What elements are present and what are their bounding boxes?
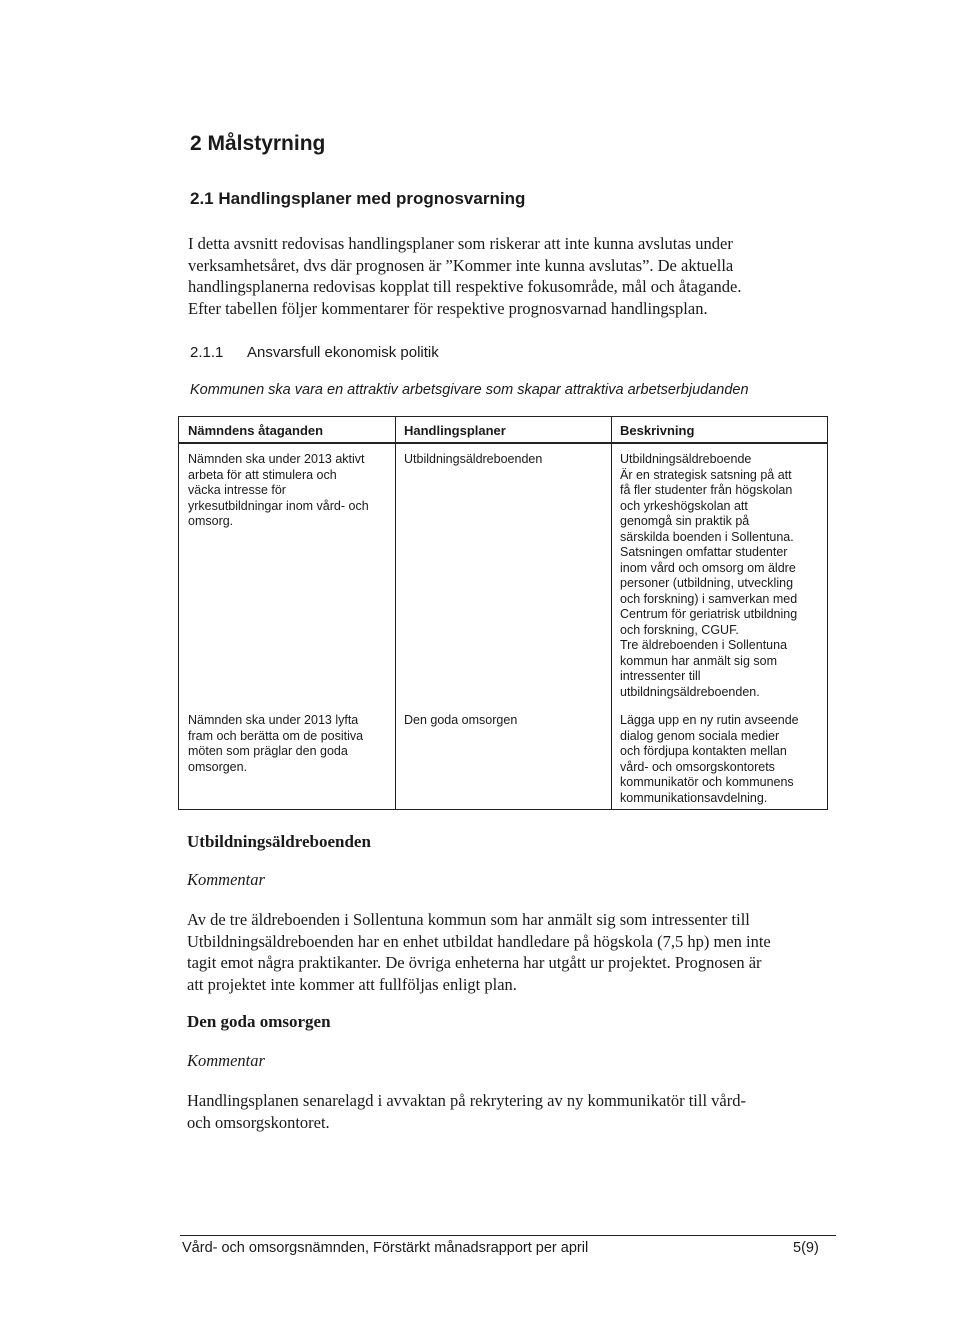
intro-line: handlingsplanerna redovisas kopplat till respektive fokusområde, mål och åtagande. [188, 277, 742, 296]
comment-label: Kommentar [187, 870, 265, 889]
subsubsection-heading [190, 344, 439, 361]
subsection-heading: 2.1 Handlingsplaner med prognosvarning [190, 189, 526, 208]
text-line: särskilda boenden i Sollentuna. [620, 529, 794, 544]
text-line: omsorgen. [188, 759, 248, 774]
intro-line: Efter tabellen följer kommentarer för respektive prognosvarnad handlingsplan. [188, 298, 708, 318]
text-line: Nämnden ska under 2013 aktivt [188, 452, 365, 466]
text-line: yrkesutbildningar inom vård- och [188, 498, 369, 513]
footer-title: Vård- och omsorgsnämnden, Förstärkt månadsrapport per april [182, 1240, 589, 1256]
text-line: att projektet inte kommer att fullföljas enligt plan. [187, 974, 517, 994]
text-line: Nämnden ska under 2013 lyfta [188, 713, 359, 727]
comment-title-goda-omsorgen: Den goda omsorgen [187, 1012, 331, 1031]
text-line: väcka intresse för [188, 483, 286, 497]
text-line: genomgå sin praktik på [620, 514, 750, 528]
action-plan-table [178, 416, 828, 810]
header-plans: Handlingsplaner [404, 423, 506, 438]
row1-commitment [188, 452, 369, 530]
text-line: Av de tre äldreboenden i Sollentuna kommun som har anmält sig som intressenter till [187, 910, 750, 929]
comment-title-utbildning: Utbildningsäldreboenden [187, 832, 371, 851]
subsubsection-number: 2.1.1 [190, 344, 224, 361]
text-line: Satsningen omfattar studenter [620, 545, 788, 559]
intro-line: verksamhetsåret, dvs där prognosen är ”Kommer inte kunna avslutas”. De aktuella [188, 255, 734, 275]
comment-paragraph [187, 1090, 746, 1133]
text-line: Centrum för geriatrisk utbildning [620, 607, 798, 621]
text-line: Utbildningsäldreboenden [404, 452, 543, 466]
column-divider [395, 417, 396, 809]
comment-label: Kommentar [187, 1051, 265, 1070]
text-line: Utbildningsäldreboenden har en enhet utbildat handledare på högskola (7,5 hp) men inte [187, 931, 771, 951]
header-divider [179, 442, 827, 444]
text-line: personer (utbildning, utveckling [620, 576, 794, 590]
header-commitments: Nämndens åtaganden [188, 423, 324, 438]
header-description: Beskrivning [620, 423, 695, 438]
goal-statement: Kommunen ska vara en attraktiv arbetsgivare som skapar attraktiva arbetserbjudanden [190, 382, 749, 398]
text-line: omsorg. [188, 514, 234, 528]
text-line: Handlingsplanen senarelagd i avvaktan på rekrytering av ny kommunikatör till vård- [187, 1091, 746, 1110]
text-line: Utbildningsäldreboende [620, 452, 752, 466]
text-line: Den goda omsorgen [404, 713, 518, 727]
intro-paragraph [188, 233, 848, 319]
text-line: och omsorgskontoret. [187, 1112, 330, 1132]
text-line: och yrkeshögskolan att [620, 498, 748, 513]
row1-plan [404, 452, 542, 468]
text-line: fram och berätta om de positiva [188, 728, 364, 743]
text-line: arbeta för att stimulera och [188, 467, 337, 482]
page-number: 5(9) [793, 1240, 819, 1256]
text-line: kommunikationsavdelning. [620, 790, 768, 805]
text-line: vård- och omsorgskontorets [620, 759, 775, 774]
text-line: och forskning) i samverkan med [620, 591, 798, 606]
text-line: Är en strategisk satsning på att [620, 467, 792, 482]
intro-line: I detta avsnitt redovisas handlingsplaner som riskerar att inte kunna avslutas under [188, 234, 733, 253]
row2-commitment [188, 713, 363, 775]
text-line: inom vård och omsorg om äldre [620, 560, 796, 575]
column-divider [611, 417, 612, 809]
footer-divider [180, 1235, 836, 1236]
text-line: Tre äldreboenden i Sollentuna [620, 638, 788, 652]
text-line: och forskning, CGUF. [620, 622, 739, 637]
row2-plan [404, 713, 517, 729]
text-line: kommun har anmält sig som [620, 653, 778, 668]
text-line: få fler studenter från högskolan [620, 483, 793, 497]
text-line: kommunikatör och kommunens [620, 775, 794, 789]
row1-description [620, 452, 797, 700]
comment-paragraph [187, 909, 771, 995]
text-line: och fördjupa kontakten mellan [620, 744, 787, 758]
section-heading: 2 Målstyrning [190, 132, 326, 155]
text-line: utbildningsäldreboenden. [620, 684, 760, 699]
text-line: Lägga upp en ny rutin avseende [620, 713, 799, 727]
text-line: intressenter till [620, 669, 701, 683]
subsubsection-title: Ansvarsfull ekonomisk politik [247, 344, 439, 361]
text-line: möten som präglar den goda [188, 744, 348, 758]
text-line: dialog genom sociala medier [620, 728, 780, 743]
text-line: tagit emot några praktikanter. De övriga enheterna har utgått ur projektet. Prognosen är [187, 953, 762, 972]
row2-description [620, 713, 799, 806]
